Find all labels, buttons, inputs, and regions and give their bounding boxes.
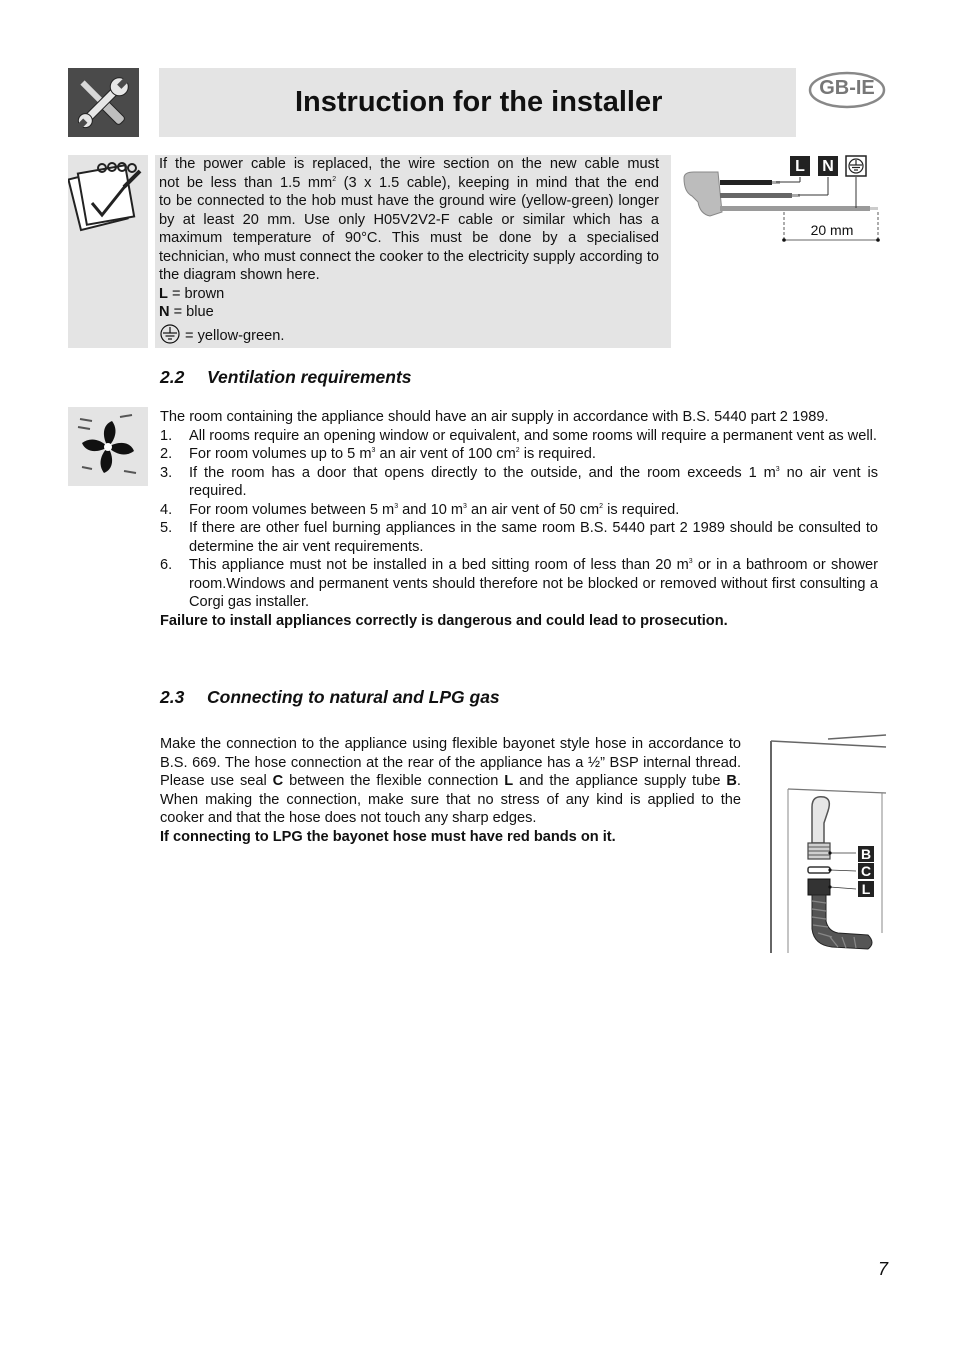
legend-l-key: L (159, 285, 168, 302)
notebook-check-icon-box (68, 155, 148, 348)
legend-e-value: = yellow-green. (181, 327, 285, 344)
cable-paragraph (159, 155, 659, 345)
ventilation-warning: Failure to install appliances correctly is dangerous and could lead to prosecution. (160, 612, 728, 629)
page-number: 7 (877, 1259, 888, 1279)
cable-line2b: (3 x 1.5 cable), keeping in mind that the end (336, 174, 660, 191)
diagram-label-l: L (795, 158, 805, 175)
section-number: 2.2 (160, 367, 185, 387)
supply-tube-b: B (726, 773, 737, 789)
list-item: 1. All rooms require an opening window or equivalent, and some rooms will require a permanent vent as well. (160, 427, 877, 444)
connection-l: L (504, 773, 514, 789)
diagram-label-l: L (861, 881, 871, 897)
cable-line2a: not be less than 1.5 mm (159, 174, 333, 191)
gas-warning: If connecting to LPG the bayonet hose must have red bands on it. (160, 828, 616, 845)
gas-body (160, 735, 741, 846)
diagram-dimension: 20 mm (810, 222, 854, 238)
section-title: Connecting to natural and LPG gas (207, 687, 500, 707)
gas-hose-diagram (768, 733, 888, 955)
section-number: 2.3 (160, 687, 185, 707)
cable-line1: If the power cable is replaced, the wire section on the new cable must (159, 156, 659, 172)
list-item: 3. If the room has a door that opens directly to the outside, and the room exceeds 1 $m^3$ no air vent is required. (160, 464, 878, 499)
cable-wiring-diagram (680, 152, 890, 252)
list-item: 5. If there are other fuel burning appliances in the same room B.S. 5440 part 2 1989 should be consulted to determine the air vent requirements. (160, 520, 878, 555)
legend-l-value: = brown (167, 285, 225, 302)
list-item: 6. This appliance must not be installed in a bed sitting room of less than 20 $m^3$ or in a bathroom or shower room.Windows and permanent vents should therefore not be blocked or removed without first consulting a Corgi gas installer. (160, 557, 879, 610)
fan-icon-box (68, 407, 148, 486)
list-item: 4. For room volumes between 5 $m^3$ and 10 $m^3$ an air vent of 50 $cm^2$ is required. (160, 501, 680, 518)
legend-blue (159, 303, 659, 322)
gas-paragraph: Make the connection to the appliance using flexible bayonet style hose in accordance to B.S. 669. The hose connection at the rear of the appliance has a ½” BSP internal thread. Please use seal C between the flexible connection L and the appliance supply tube B. When making the connection, make sure that no stress of any kind is applied to the cooker and that the hose does not touch any sharp edges. (160, 736, 741, 826)
language-badge: GB-IE (819, 77, 875, 99)
diagram-label-n: N (822, 158, 834, 175)
list-item: 2. For room volumes up to 5 $m^3$ an air vent of 100 $cm^2$ is required. (160, 446, 596, 462)
legend-n-value: = blue (169, 304, 214, 320)
seal-c: C (272, 773, 284, 789)
section-heading-gas (160, 687, 500, 708)
legend-earth (159, 324, 659, 346)
ventilation-intro: The room containing the appliance should have an air supply in accordance with B.S. 5440 part 2 1989. (160, 409, 829, 425)
diagram-label-b: B (860, 846, 872, 862)
cable-line2-sup: 2 (332, 175, 337, 183)
ventilation-list (160, 427, 878, 612)
earth-ground-icon (159, 324, 181, 344)
ventilation-fan-icon (68, 407, 148, 486)
ventilation-body (160, 408, 878, 630)
installer-tools-icon (68, 68, 139, 137)
legend-n-key: N (159, 304, 170, 320)
page-title: Instruction for the installer (295, 86, 663, 118)
section-title: Ventilation requirements (207, 367, 412, 387)
cable-rest: to be connected to the hob must have the ground wire (yellow-green) longer by at least 20 mm. Use only H05V2V2-F cable or similar which has a maximum temperature of 90°C. This must be done by a specialised technician, who must connect the cooker to the electricity supply according to the diagram shown here. (159, 193, 659, 283)
section-heading-ventilation (160, 367, 412, 388)
legend-brown (159, 285, 659, 304)
notebook-check-icon (68, 155, 148, 245)
diagram-label-c: C (860, 863, 872, 879)
